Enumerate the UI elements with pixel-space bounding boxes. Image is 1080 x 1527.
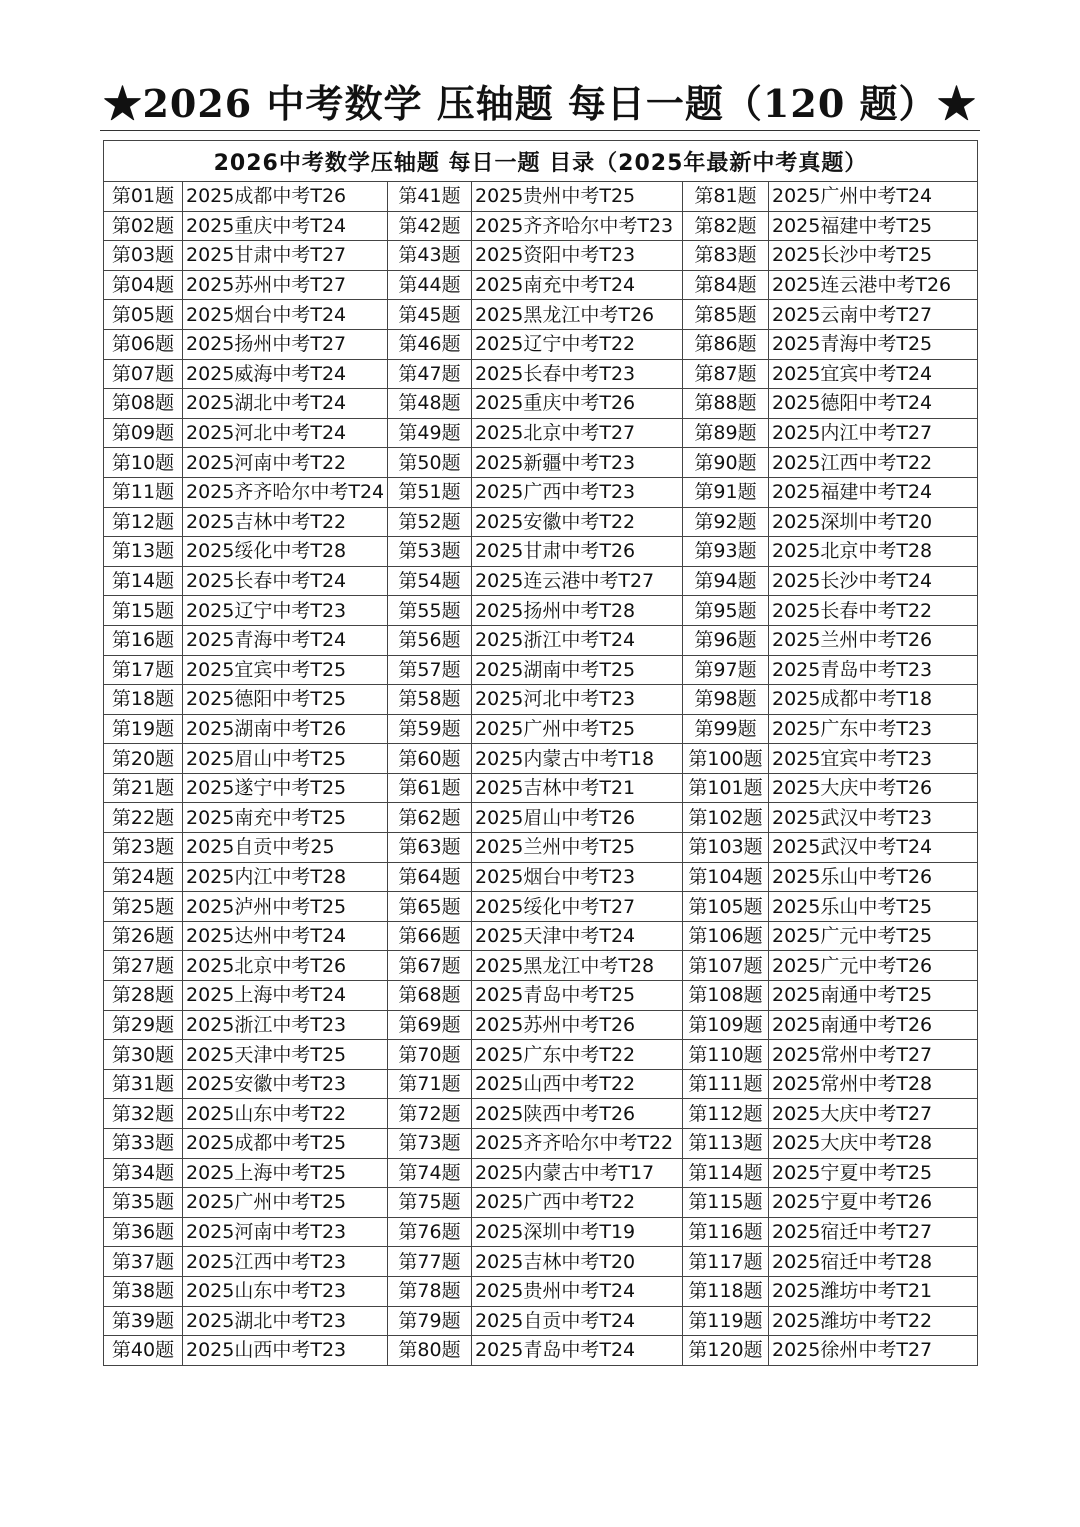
table-row [104, 182, 978, 212]
problem-number: 第28题 [104, 981, 183, 1011]
problem-source: 2025贵州中考T24 [472, 1276, 683, 1306]
problem-number: 第60题 [388, 744, 472, 774]
table-row [104, 566, 978, 596]
problem-source: 2025齐齐哈尔中考T22 [472, 1129, 683, 1159]
problem-source: 2025烟台中考T24 [183, 300, 388, 330]
problem-number: 第31题 [104, 1069, 183, 1099]
problem-number: 第120题 [683, 1336, 769, 1366]
problem-source: 2025甘肃中考T27 [183, 241, 388, 271]
problem-number: 第37题 [104, 1247, 183, 1277]
table-row [104, 270, 978, 300]
problem-source: 2025成都中考T18 [769, 685, 978, 715]
problem-source: 2025广西中考T23 [472, 477, 683, 507]
table-row [104, 833, 978, 863]
problem-number: 第75题 [388, 1188, 472, 1218]
problem-number: 第93题 [683, 537, 769, 567]
problem-number: 第64题 [388, 862, 472, 892]
problem-number: 第25题 [104, 892, 183, 922]
problem-number: 第21题 [104, 773, 183, 803]
problem-source: 2025广州中考T25 [472, 714, 683, 744]
problem-number: 第29题 [104, 1010, 183, 1040]
problem-number: 第86题 [683, 329, 769, 359]
problem-number: 第82题 [683, 211, 769, 241]
problem-source: 2025青岛中考T25 [472, 981, 683, 1011]
problem-source: 2025北京中考T27 [472, 418, 683, 448]
problem-number: 第15题 [104, 596, 183, 626]
problem-source: 2025青海中考T24 [183, 625, 388, 655]
problem-number: 第81题 [683, 182, 769, 212]
problem-source: 2025连云港中考T26 [769, 270, 978, 300]
problem-number: 第118题 [683, 1276, 769, 1306]
table-row [104, 744, 978, 774]
problem-source: 2025山东中考T22 [183, 1099, 388, 1129]
problem-source: 2025山东中考T23 [183, 1276, 388, 1306]
problem-source: 2025安徽中考T23 [183, 1069, 388, 1099]
problem-source: 2025广元中考T25 [769, 921, 978, 951]
table-row [104, 418, 978, 448]
table-row [104, 359, 978, 389]
problem-number: 第43题 [388, 241, 472, 271]
problem-source: 2025天津中考T24 [472, 921, 683, 951]
table-row [104, 892, 978, 922]
problem-number: 第74题 [388, 1158, 472, 1188]
problem-number: 第96题 [683, 625, 769, 655]
problem-number: 第09题 [104, 418, 183, 448]
problem-source: 2025烟台中考T23 [472, 862, 683, 892]
problem-source: 2025河南中考T23 [183, 1217, 388, 1247]
problem-source: 2025宜宾中考T24 [769, 359, 978, 389]
table-row [104, 300, 978, 330]
problem-number: 第36题 [104, 1217, 183, 1247]
problem-source: 2025大庆中考T26 [769, 773, 978, 803]
problem-number: 第19题 [104, 714, 183, 744]
problem-source: 2025大庆中考T27 [769, 1099, 978, 1129]
problem-number: 第105题 [683, 892, 769, 922]
problem-source: 2025绥化中考T28 [183, 537, 388, 567]
problem-number: 第32题 [104, 1099, 183, 1129]
table-row [104, 1306, 978, 1336]
problem-source: 2025内蒙古中考T17 [472, 1158, 683, 1188]
problem-number: 第56题 [388, 625, 472, 655]
problem-number: 第33题 [104, 1129, 183, 1159]
page-title: ★2026 中考数学 压轴题 每日一题（120 题）★ [103, 81, 977, 126]
problem-number: 第02题 [104, 211, 183, 241]
problem-number: 第41题 [388, 182, 472, 212]
problem-number: 第101题 [683, 773, 769, 803]
problem-source: 2025广西中考T22 [472, 1188, 683, 1218]
problem-source: 2025福建中考T25 [769, 211, 978, 241]
problem-source: 2025宜宾中考T23 [769, 744, 978, 774]
problem-source: 2025新疆中考T23 [472, 448, 683, 478]
problem-number: 第03题 [104, 241, 183, 271]
problem-source: 2025内蒙古中考T18 [472, 744, 683, 774]
problem-number: 第119题 [683, 1306, 769, 1336]
problem-number: 第109题 [683, 1010, 769, 1040]
table-row [104, 862, 978, 892]
problem-source: 2025宜宾中考T25 [183, 655, 388, 685]
problem-number: 第84题 [683, 270, 769, 300]
problem-number: 第51题 [388, 477, 472, 507]
problem-source: 2025河南中考T22 [183, 448, 388, 478]
table-row [104, 596, 978, 626]
problem-source: 2025江西中考T23 [183, 1247, 388, 1277]
problem-number: 第17题 [104, 655, 183, 685]
problem-source: 2025兰州中考T25 [472, 833, 683, 863]
problem-number: 第30题 [104, 1040, 183, 1070]
table-row [104, 389, 978, 419]
table-row [104, 951, 978, 981]
problem-number: 第58题 [388, 685, 472, 715]
table-row [104, 1099, 978, 1129]
problem-source: 2025泸州中考T25 [183, 892, 388, 922]
problem-source: 2025湖北中考T24 [183, 389, 388, 419]
problem-number: 第16题 [104, 625, 183, 655]
problem-source: 2025吉林中考T20 [472, 1247, 683, 1277]
problem-source: 2025南通中考T26 [769, 1010, 978, 1040]
table-row [104, 685, 978, 715]
problem-number: 第80题 [388, 1336, 472, 1366]
problem-number: 第95题 [683, 596, 769, 626]
problem-number: 第97题 [683, 655, 769, 685]
problem-source: 2025河北中考T24 [183, 418, 388, 448]
table-row [104, 537, 978, 567]
problem-source: 2025山西中考T23 [183, 1336, 388, 1366]
problem-number: 第103题 [683, 833, 769, 863]
problem-number: 第73题 [388, 1129, 472, 1159]
table-row [104, 1247, 978, 1277]
problem-source: 2025重庆中考T24 [183, 211, 388, 241]
problem-source: 2025长春中考T23 [472, 359, 683, 389]
problem-source: 2025天津中考T25 [183, 1040, 388, 1070]
table-row [104, 329, 978, 359]
problem-source: 2025乐山中考T25 [769, 892, 978, 922]
problem-source: 2025吉林中考T22 [183, 507, 388, 537]
problem-number: 第98题 [683, 685, 769, 715]
table-row [104, 981, 978, 1011]
problem-source: 2025兰州中考T26 [769, 625, 978, 655]
problem-number: 第87题 [683, 359, 769, 389]
table-row [104, 1040, 978, 1070]
problem-number: 第99题 [683, 714, 769, 744]
problem-number: 第115题 [683, 1188, 769, 1218]
problem-source: 2025武汉中考T24 [769, 833, 978, 863]
problem-source: 2025湖南中考T26 [183, 714, 388, 744]
problem-source: 2025黑龙江中考T28 [472, 951, 683, 981]
problem-source: 2025德阳中考T24 [769, 389, 978, 419]
problem-source: 2025浙江中考T23 [183, 1010, 388, 1040]
problem-source: 2025内江中考T28 [183, 862, 388, 892]
problem-number: 第114题 [683, 1158, 769, 1188]
table-row [104, 448, 978, 478]
problem-source: 2025青岛中考T23 [769, 655, 978, 685]
problem-number: 第66题 [388, 921, 472, 951]
problem-source: 2025眉山中考T26 [472, 803, 683, 833]
problem-number: 第13题 [104, 537, 183, 567]
problem-number: 第106题 [683, 921, 769, 951]
problem-source: 2025浙江中考T24 [472, 625, 683, 655]
problem-source: 2025重庆中考T26 [472, 389, 683, 419]
problem-number: 第111题 [683, 1069, 769, 1099]
problem-source: 2025宁夏中考T25 [769, 1158, 978, 1188]
problem-number: 第54题 [388, 566, 472, 596]
problem-number: 第72题 [388, 1099, 472, 1129]
table-row [104, 1129, 978, 1159]
problem-source: 2025辽宁中考T22 [472, 329, 683, 359]
problem-number: 第69题 [388, 1010, 472, 1040]
problem-number: 第50题 [388, 448, 472, 478]
table-row [104, 655, 978, 685]
problem-number: 第34题 [104, 1158, 183, 1188]
problem-number: 第45题 [388, 300, 472, 330]
table-row [104, 241, 978, 271]
problem-source: 2025吉林中考T21 [472, 773, 683, 803]
problem-source: 2025潍坊中考T22 [769, 1306, 978, 1336]
table-row [104, 1158, 978, 1188]
problem-source: 2025福建中考T24 [769, 477, 978, 507]
problem-number: 第11题 [104, 477, 183, 507]
problem-number: 第49题 [388, 418, 472, 448]
problem-number: 第100题 [683, 744, 769, 774]
problem-source: 2025北京中考T26 [183, 951, 388, 981]
problem-source: 2025辽宁中考T23 [183, 596, 388, 626]
problem-source: 2025广州中考T24 [769, 182, 978, 212]
problem-number: 第88题 [683, 389, 769, 419]
problem-source: 2025贵州中考T25 [472, 182, 683, 212]
problem-number: 第04题 [104, 270, 183, 300]
problem-source: 2025德阳中考T25 [183, 685, 388, 715]
problem-number: 第91题 [683, 477, 769, 507]
problem-source: 2025长沙中考T24 [769, 566, 978, 596]
problem-number: 第110题 [683, 1040, 769, 1070]
problem-number: 第38题 [104, 1276, 183, 1306]
table-row [104, 1069, 978, 1099]
toc-body [104, 182, 978, 1366]
table-title: 2026中考数学压轴题 每日一题 目录（2025年最新中考真题） [104, 141, 978, 182]
title-divider [100, 130, 980, 131]
problem-number: 第77题 [388, 1247, 472, 1277]
problem-source: 2025成都中考T25 [183, 1129, 388, 1159]
problem-source: 2025绥化中考T27 [472, 892, 683, 922]
problem-number: 第06题 [104, 329, 183, 359]
problem-source: 2025成都中考T26 [183, 182, 388, 212]
problem-source: 2025陕西中考T26 [472, 1099, 683, 1129]
problem-source: 2025潍坊中考T21 [769, 1276, 978, 1306]
problem-source: 2025上海中考T24 [183, 981, 388, 1011]
problem-number: 第14题 [104, 566, 183, 596]
problem-number: 第116题 [683, 1217, 769, 1247]
problem-source: 2025宿迁中考T27 [769, 1217, 978, 1247]
problem-number: 第63题 [388, 833, 472, 863]
problem-number: 第71题 [388, 1069, 472, 1099]
problem-number: 第44题 [388, 270, 472, 300]
problem-number: 第104题 [683, 862, 769, 892]
table-row [104, 803, 978, 833]
problem-source: 2025北京中考T28 [769, 537, 978, 567]
table-row [104, 477, 978, 507]
problem-number: 第79题 [388, 1306, 472, 1336]
problem-number: 第89题 [683, 418, 769, 448]
problem-source: 2025南通中考T25 [769, 981, 978, 1011]
problem-source: 2025江西中考T22 [769, 448, 978, 478]
problem-source: 2025山西中考T22 [472, 1069, 683, 1099]
table-row [104, 921, 978, 951]
problem-source: 2025青海中考T25 [769, 329, 978, 359]
problem-number: 第07题 [104, 359, 183, 389]
problem-source: 2025齐齐哈尔中考T24 [183, 477, 388, 507]
problem-source: 2025自贡中考25 [183, 833, 388, 863]
table-row [104, 1010, 978, 1040]
problem-number: 第65题 [388, 892, 472, 922]
problem-source: 2025扬州中考T27 [183, 329, 388, 359]
problem-source: 2025大庆中考T28 [769, 1129, 978, 1159]
problem-source: 2025常州中考T27 [769, 1040, 978, 1070]
table-row [104, 1188, 978, 1218]
problem-number: 第62题 [388, 803, 472, 833]
problem-source: 2025南充中考T24 [472, 270, 683, 300]
problem-number: 第90题 [683, 448, 769, 478]
problem-source: 2025长春中考T22 [769, 596, 978, 626]
problem-source: 2025深圳中考T20 [769, 507, 978, 537]
problem-number: 第24题 [104, 862, 183, 892]
problem-source: 2025河北中考T23 [472, 685, 683, 715]
problem-number: 第57题 [388, 655, 472, 685]
problem-number: 第20题 [104, 744, 183, 774]
problem-number: 第55题 [388, 596, 472, 626]
problem-number: 第83题 [683, 241, 769, 271]
problem-number: 第40题 [104, 1336, 183, 1366]
problem-number: 第112题 [683, 1099, 769, 1129]
problem-source: 2025徐州中考T27 [769, 1336, 978, 1366]
problem-source: 2025宁夏中考T26 [769, 1188, 978, 1218]
problem-source: 2025遂宁中考T25 [183, 773, 388, 803]
problem-source: 2025苏州中考T27 [183, 270, 388, 300]
problem-number: 第59题 [388, 714, 472, 744]
toc-header-row [104, 141, 978, 182]
problem-source: 2025广州中考T25 [183, 1188, 388, 1218]
problem-number: 第22题 [104, 803, 183, 833]
table-row [104, 773, 978, 803]
problem-source: 2025广东中考T23 [769, 714, 978, 744]
problem-source: 2025乐山中考T26 [769, 862, 978, 892]
problem-source: 2025长春中考T24 [183, 566, 388, 596]
table-row [104, 211, 978, 241]
problem-source: 2025苏州中考T26 [472, 1010, 683, 1040]
problem-number: 第52题 [388, 507, 472, 537]
problem-number: 第26题 [104, 921, 183, 951]
problem-source: 2025自贡中考T24 [472, 1306, 683, 1336]
toc-table [103, 140, 978, 1366]
table-row [104, 714, 978, 744]
problem-source: 2025安徽中考T22 [472, 507, 683, 537]
problem-number: 第85题 [683, 300, 769, 330]
problem-source: 2025上海中考T25 [183, 1158, 388, 1188]
problem-number: 第92题 [683, 507, 769, 537]
problem-number: 第46题 [388, 329, 472, 359]
problem-number: 第113题 [683, 1129, 769, 1159]
table-row [104, 1276, 978, 1306]
problem-number: 第39题 [104, 1306, 183, 1336]
problem-number: 第18题 [104, 685, 183, 715]
problem-number: 第70题 [388, 1040, 472, 1070]
problem-number: 第48题 [388, 389, 472, 419]
problem-number: 第78题 [388, 1276, 472, 1306]
problem-source: 2025广东中考T22 [472, 1040, 683, 1070]
problem-source: 2025南充中考T25 [183, 803, 388, 833]
problem-number: 第53题 [388, 537, 472, 567]
problem-source: 2025达州中考T24 [183, 921, 388, 951]
problem-number: 第61题 [388, 773, 472, 803]
table-row [104, 1217, 978, 1247]
problem-source: 2025湖北中考T23 [183, 1306, 388, 1336]
problem-number: 第102题 [683, 803, 769, 833]
table-row [104, 507, 978, 537]
problem-source: 2025威海中考T24 [183, 359, 388, 389]
problem-number: 第47题 [388, 359, 472, 389]
problem-source: 2025云南中考T27 [769, 300, 978, 330]
problem-number: 第67题 [388, 951, 472, 981]
problem-number: 第05题 [104, 300, 183, 330]
problem-number: 第42题 [388, 211, 472, 241]
problem-source: 2025内江中考T27 [769, 418, 978, 448]
problem-number: 第01题 [104, 182, 183, 212]
problem-number: 第12题 [104, 507, 183, 537]
problem-number: 第117题 [683, 1247, 769, 1277]
problem-source: 2025扬州中考T28 [472, 596, 683, 626]
problem-number: 第35题 [104, 1188, 183, 1218]
problem-source: 2025资阳中考T23 [472, 241, 683, 271]
problem-number: 第108题 [683, 981, 769, 1011]
table-row [104, 1336, 978, 1366]
problem-source: 2025广元中考T26 [769, 951, 978, 981]
problem-source: 2025黑龙江中考T26 [472, 300, 683, 330]
problem-source: 2025连云港中考T27 [472, 566, 683, 596]
problem-number: 第76题 [388, 1217, 472, 1247]
problem-number: 第08题 [104, 389, 183, 419]
problem-number: 第68题 [388, 981, 472, 1011]
problem-source: 2025眉山中考T25 [183, 744, 388, 774]
problem-source: 2025长沙中考T25 [769, 241, 978, 271]
problem-source: 2025青岛中考T24 [472, 1336, 683, 1366]
problem-source: 2025宿迁中考T28 [769, 1247, 978, 1277]
table-row [104, 625, 978, 655]
problem-number: 第10题 [104, 448, 183, 478]
problem-number: 第27题 [104, 951, 183, 981]
problem-number: 第94题 [683, 566, 769, 596]
problem-source: 2025甘肃中考T26 [472, 537, 683, 567]
problem-source: 2025武汉中考T23 [769, 803, 978, 833]
problem-source: 2025湖南中考T25 [472, 655, 683, 685]
problem-source: 2025深圳中考T19 [472, 1217, 683, 1247]
problem-number: 第107题 [683, 951, 769, 981]
problem-source: 2025齐齐哈尔中考T23 [472, 211, 683, 241]
problem-number: 第23题 [104, 833, 183, 863]
problem-source: 2025常州中考T28 [769, 1069, 978, 1099]
